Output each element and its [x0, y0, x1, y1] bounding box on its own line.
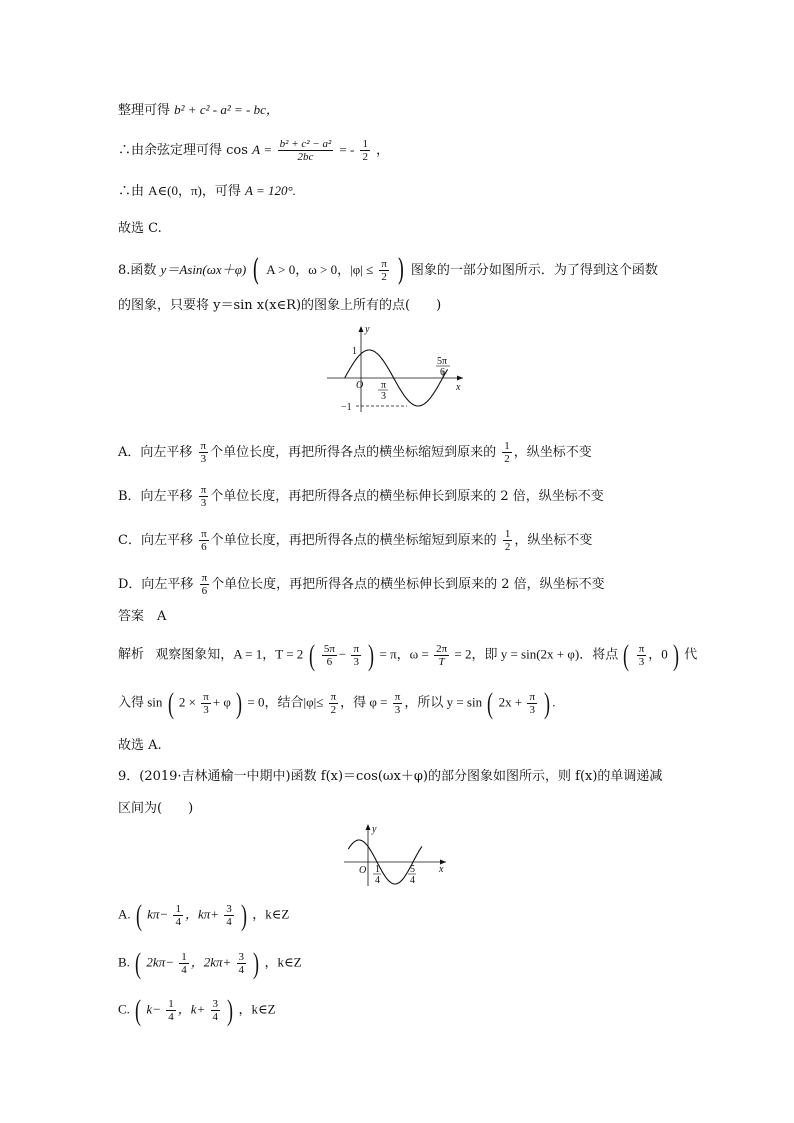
paren-close: )	[253, 946, 260, 980]
option-text: 个单位长度，再把所得各点的横坐标缩短到原来的	[210, 533, 497, 548]
text: kπ−	[147, 906, 169, 922]
paren-close: )	[673, 638, 680, 672]
q8-option-c[interactable]	[118, 528, 592, 553]
text: 的图象，只要将 y＝sin x(x∈R)的图象上所有的点( )	[118, 298, 442, 313]
text: 9．(2019·吉林通榆一中期中)函数 f(x)＝cos(ωx＋φ)的部分图象如图所示，则 f(x)的单调递减	[118, 769, 663, 784]
text: ∴由	[118, 184, 145, 199]
y-label: y	[372, 824, 377, 835]
label-1: 1	[352, 346, 357, 357]
option-text: ，k∈Z	[252, 906, 290, 922]
denominator: 3	[200, 497, 207, 509]
denominator: 4	[181, 964, 187, 976]
text: ，k+	[177, 1001, 206, 1017]
denominator: 6	[201, 541, 207, 553]
numerator: 1	[504, 528, 511, 540]
numerator: π	[200, 484, 207, 496]
text: 故选 A.	[118, 738, 162, 753]
text: ，2kπ+	[190, 954, 232, 970]
option-label: C.	[118, 1001, 130, 1017]
denominator: 3	[353, 656, 359, 668]
text: 2 ×	[178, 694, 197, 710]
numerator: π	[353, 643, 360, 655]
option-text: 个单位长度，再把所得各点的横坐标缩短到原来的	[210, 445, 497, 460]
fraction-pi-3	[199, 440, 209, 465]
fraction-1-4	[179, 951, 189, 976]
paren-open: (	[135, 946, 142, 980]
option-text: ，k∈Z	[264, 954, 302, 970]
denominator: 2bc	[297, 151, 314, 163]
fraction-pi-3	[201, 691, 211, 716]
denominator: 6	[201, 585, 208, 597]
option-label: D．向左平移	[118, 577, 194, 592]
fraction-5pi-6	[322, 643, 337, 668]
numerator: b² + c² − a²	[279, 138, 332, 150]
fraction-pi-6	[200, 572, 210, 597]
option-label: B.	[118, 954, 130, 970]
text: ，0	[648, 646, 668, 662]
q8-option-a[interactable]	[118, 440, 592, 465]
q9-stem-line1	[118, 767, 662, 787]
paren-open: (	[623, 638, 630, 672]
tick-1-4-num: 1	[375, 864, 380, 875]
option-text: 个单位长度，再把所得各点的横坐标伸长到原来的 2 倍，纵坐标不变	[210, 489, 604, 504]
q7-conclusion	[118, 219, 162, 239]
fraction-2pi-T	[434, 643, 449, 668]
q8-stem-line2	[118, 296, 441, 316]
tick-pi3-num: π	[381, 380, 387, 391]
tick-pi3-den: 3	[381, 391, 386, 402]
text: ，kπ+	[184, 906, 220, 922]
numerator: π	[203, 691, 209, 703]
tick-5-4-den: 4	[410, 875, 415, 886]
text: ∴由余弦定理可得 cos	[118, 143, 248, 158]
paren-open: (	[135, 898, 142, 932]
fraction-cos	[278, 138, 334, 163]
denominator: 3	[203, 704, 209, 716]
denominator: 2	[362, 151, 368, 163]
text: 8.函数	[118, 263, 157, 278]
paren-close: )	[397, 252, 405, 288]
denominator: 6	[326, 656, 333, 668]
q8-option-d[interactable]	[118, 572, 605, 597]
fraction-3-4	[211, 998, 221, 1023]
numerator: π	[529, 691, 535, 703]
text: + φ	[212, 694, 231, 710]
denominator: 4	[175, 916, 181, 928]
paren-open: (	[135, 993, 142, 1027]
numerator: 2π	[436, 643, 448, 655]
fraction-3-4	[237, 951, 247, 976]
solution-label: 解析	[118, 646, 145, 662]
tick-1-4-den: 4	[375, 875, 380, 886]
denominator: 2	[504, 541, 511, 553]
denominator: 2	[381, 271, 387, 283]
fraction-half	[360, 138, 370, 163]
text: 区间为( )	[118, 801, 194, 816]
denominator: 2	[330, 704, 337, 716]
conditions: A > 0，ω > 0，|φ| ≤	[266, 262, 374, 277]
fraction-pi-3	[351, 643, 361, 668]
option-text: ，k∈Z	[238, 1001, 276, 1017]
fraction-3-4	[224, 903, 234, 928]
numerator: π	[394, 691, 401, 703]
q8-stem-line1	[118, 252, 658, 288]
q7-line1	[118, 100, 279, 121]
option-label: C．向左平移	[118, 533, 193, 548]
q8-conclusion	[118, 736, 162, 756]
denominator: T	[438, 656, 445, 668]
text: = π，ω =	[379, 646, 429, 662]
text: ，得 φ =	[340, 694, 388, 710]
x-label: x	[439, 864, 444, 875]
denominator: 3	[529, 704, 535, 716]
q9-stem-line2	[118, 799, 193, 819]
q8-sine-graph	[325, 322, 470, 414]
numerator: 3	[238, 951, 245, 963]
paren-open: (	[487, 686, 494, 720]
fraction-pi-2	[329, 691, 339, 716]
equals: =	[264, 142, 272, 157]
numerator: π	[200, 440, 207, 452]
numerator: 1	[181, 951, 187, 963]
q9-cosine-graph	[342, 822, 452, 888]
tick-5pi6-den: 6	[440, 367, 445, 378]
paren-open: (	[252, 252, 260, 288]
fraction-1-2	[503, 528, 513, 553]
numerator: π	[330, 691, 337, 703]
denominator: 3	[638, 656, 645, 668]
tick-5pi6-num: 5π	[437, 356, 448, 367]
paren-close: )	[236, 686, 243, 720]
text: 2kπ−	[146, 954, 174, 970]
fraction-pi-3	[527, 691, 537, 716]
origin-label: O	[356, 380, 364, 391]
minus: −	[338, 646, 347, 662]
q7-line2	[118, 138, 389, 163]
fraction-1-4	[166, 998, 176, 1023]
text: .	[552, 694, 556, 710]
numerator: 1	[362, 138, 368, 150]
numerator: 1	[175, 903, 181, 915]
var-A: A	[252, 142, 261, 157]
origin-label: O	[359, 865, 367, 876]
text: k−	[146, 1001, 161, 1017]
tick-5-4-num: 5	[410, 864, 415, 875]
text: 图象的一部分如图所示．为了得到这个函数	[410, 263, 658, 278]
x-label: x	[456, 382, 461, 393]
y-label: y	[365, 324, 370, 335]
numerator: π	[381, 258, 387, 270]
q7-line3	[118, 181, 296, 202]
text: 故选 C.	[118, 221, 162, 236]
fraction-pi-3	[199, 484, 209, 509]
q8-option-b[interactable]	[118, 484, 604, 509]
comma: ，	[376, 143, 390, 158]
paren-open: (	[167, 686, 174, 720]
q9-option-b[interactable]	[118, 946, 302, 980]
label-neg-1: −1	[341, 402, 352, 413]
result: A = 120°.	[245, 183, 296, 198]
q9-option-a[interactable]	[118, 898, 290, 932]
text: = 2，即 y = sin(2x + φ)．将点	[454, 646, 619, 662]
equals-minus: = -	[339, 142, 355, 157]
fraction-1-2	[502, 440, 512, 465]
function: y＝Asin(ωx＋φ)	[160, 262, 247, 277]
fraction-pi-2	[379, 258, 389, 283]
fraction-pi-3	[637, 643, 647, 668]
text: ，所以 y = sin	[404, 694, 483, 710]
y-axis-arrow	[359, 326, 364, 332]
fraction-pi-6	[199, 528, 209, 553]
option-label: B．向左平移	[118, 489, 193, 504]
option-text: ，纵坐标不变	[513, 445, 592, 460]
equation: b² + c² - a² = - bc，	[174, 102, 279, 117]
numerator: π	[201, 572, 208, 584]
paren-close: )	[368, 638, 375, 672]
numerator: π	[638, 643, 645, 655]
numerator: 1	[168, 998, 174, 1010]
text: A∈(0，π)，可得	[148, 183, 241, 198]
option-label: A.	[118, 906, 131, 922]
text: = 0，结合|φ|≤	[247, 694, 324, 710]
fraction-pi-3	[393, 691, 403, 716]
denominator: 4	[168, 1011, 174, 1023]
denominator: 4	[212, 1011, 219, 1023]
numerator: 3	[226, 903, 232, 915]
text: 整理可得	[118, 103, 171, 118]
denominator: 4	[226, 916, 232, 928]
y-axis-arrow	[366, 824, 371, 830]
text: 入得 sin	[118, 694, 163, 710]
answer-text: 答案 A	[118, 609, 167, 624]
text: 2x +	[498, 694, 523, 710]
option-text: ，纵坐标不变	[514, 533, 593, 548]
paren-close: )	[544, 686, 551, 720]
denominator: 4	[238, 964, 245, 976]
denominator: 2	[504, 453, 510, 465]
option-label: A．向左平移	[118, 445, 193, 460]
option-text: 个单位长度，再把所得各点的横坐标伸长到原来的 2 倍，纵坐标不变	[211, 577, 605, 592]
text: 观察图象知，A = 1，T = 2	[155, 646, 304, 662]
q8-solution-line1	[118, 638, 698, 672]
denominator: 3	[200, 453, 207, 465]
paren-open: (	[308, 638, 315, 672]
numerator: π	[201, 528, 207, 540]
denominator: 3	[394, 704, 401, 716]
numerator: 1	[504, 440, 510, 452]
q9-option-c[interactable]	[118, 993, 276, 1027]
numerator: 3	[212, 998, 219, 1010]
fraction-1-4	[173, 903, 183, 928]
text: 代	[684, 646, 698, 662]
q8-answer	[118, 607, 166, 627]
x-axis-arrow	[457, 376, 463, 381]
paren-close: )	[241, 898, 248, 932]
numerator: 5π	[323, 643, 335, 655]
paren-close: )	[227, 993, 234, 1027]
q8-solution-line2	[118, 686, 556, 720]
